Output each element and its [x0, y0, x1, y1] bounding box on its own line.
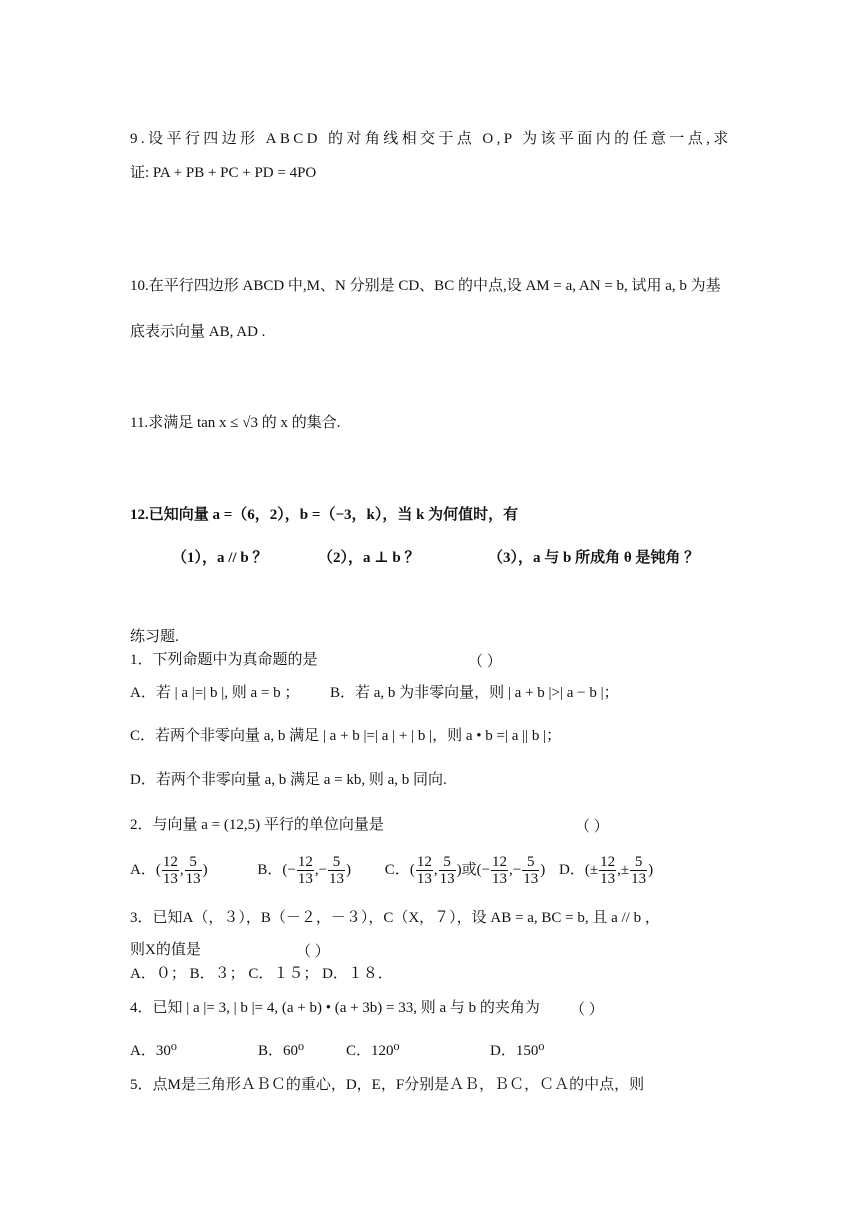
p4-option-b: B．60⁰	[258, 1043, 305, 1059]
p1-stem: 1．下列命题中为真命题的是	[130, 652, 318, 668]
q12-line1: 12.已知向量 a =（6，2），b =（−3，k），当 k 为何值时，有	[130, 507, 519, 523]
p4-option-a: A．30⁰	[130, 1043, 177, 1059]
p4-option-d: D．150⁰	[490, 1043, 545, 1059]
p3-line2: 则X的值是	[130, 942, 201, 958]
q10-line1: 10.在平行四边形 ABCD 中,M、N 分别是 CD、BC 的中点,设 AM = a, AN = b, 试用 a, b 为基	[130, 278, 721, 294]
p1-answer-paren: （ ）	[468, 654, 502, 670]
p4-stem: 4．已知 | a |= 3, | b |= 4, (a + b) • (a + 3b) = 33, 则 a 与 b 的夹角为	[130, 1000, 540, 1016]
q11-line1: 11.求满足 tan x ≤ √3 的 x 的集合.	[130, 415, 341, 431]
practice-heading: 练习题.	[130, 629, 179, 645]
q12-part3: （3），a 与 b 所成角 θ 是钝角 ？	[488, 550, 700, 566]
q12-part1: （1），a // b ？	[172, 550, 268, 566]
p4-option-c: C．120⁰	[346, 1043, 400, 1059]
p2-option-b: B．(− $\frac{12}{13}$ ,− $\frac{5}{13}$ )	[257, 854, 352, 888]
p2-option-d: D．(± $\frac{12}{13}$ ,± $\frac{5}{13}$ )	[559, 854, 654, 888]
p2-stem: 2．与向量 a = (12,5) 平行的单位向量是	[130, 817, 384, 833]
q12-part2: （2），a ⊥ b ？	[318, 550, 420, 566]
p1-option-c: C．若两个非零向量 a, b 满足 | a + b |=| a | + | b |，则 a • b =| a || b |；	[130, 728, 562, 744]
p5-stem: 5．点M是三角形ＡＢＣ的重心，D，E，F分别是ＡＢ，ＢＣ，ＣＡ的中点，则	[130, 1077, 645, 1093]
p3-options: A．０； B．３； C．１５； D．１８．	[130, 966, 393, 982]
p1-option-d: D．若两个非零向量 a, b 满足 a = kb, 则 a, b 同向.	[130, 772, 447, 788]
p2-answer-paren: （ ）	[575, 819, 609, 835]
p2-options	[130, 852, 653, 888]
p2-option-a: A．( $\frac{12}{13}$ , $\frac{5}{13}$ )	[130, 854, 208, 888]
q10-line2: 底表示向量 AB, AD .	[130, 324, 266, 340]
q9-line2: 证: PA + PB + PC + PD = 4PO	[130, 165, 317, 181]
p3-answer-paren: （ ）	[296, 944, 330, 960]
p2-option-c: C．( $\frac{12}{13}$ , $\frac{5}{13}$ )或(− $\frac{12}{13}$ ,− $\frac{5}{13}$ )	[384, 854, 546, 888]
p3-stem: 3．已知A（，３），B（－２，－３），C（X，７），设 AB = a, BC = b, 且 a // b ，	[130, 910, 660, 926]
p1-option-a: A．若 | a |=| b |, 则 a = b ；	[130, 685, 300, 701]
q9-line1: 9.设平行四边形 ABCD 的对角线相交于点 O,P 为该平面内的任意一点,求	[130, 131, 732, 147]
p1-option-b: B．若 a, b 为非零向量，则 | a + b |>| a − b |；	[330, 685, 619, 701]
p4-answer-paren: （ ）	[570, 1002, 604, 1018]
